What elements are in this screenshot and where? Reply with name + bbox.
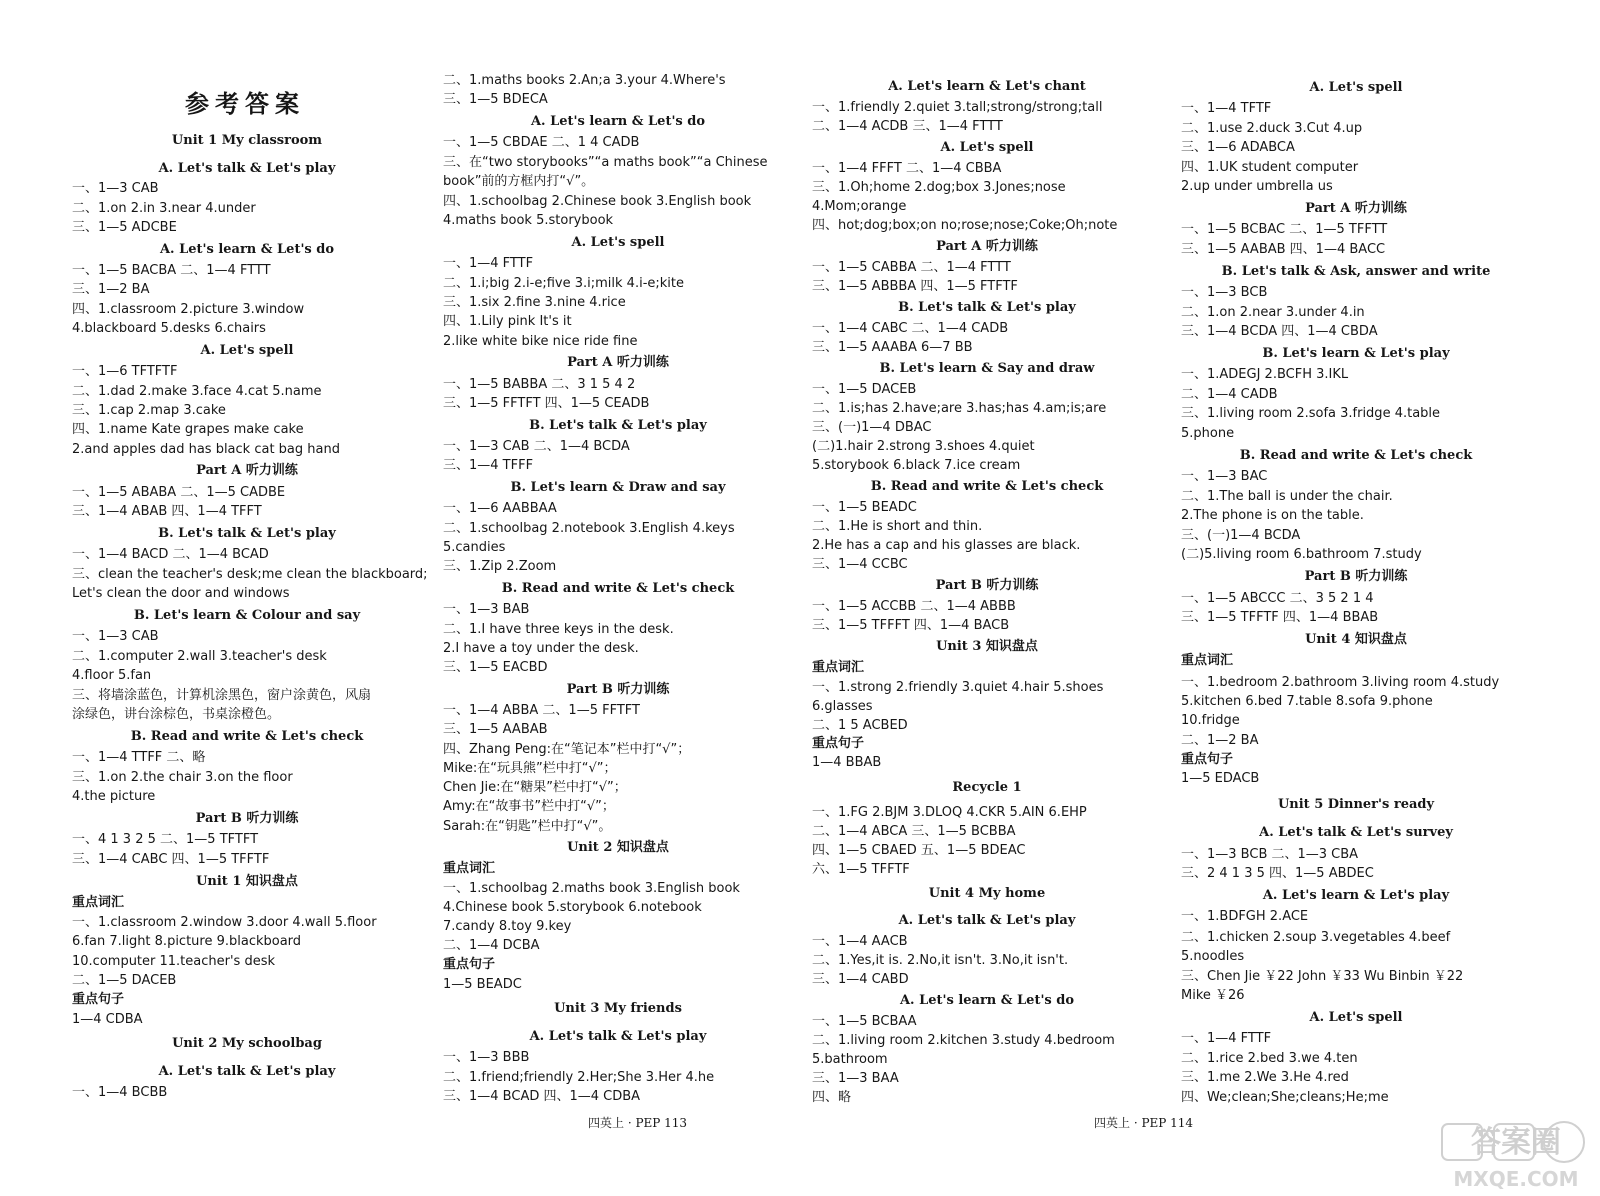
section-heading: A. Let's learn & Let's do: [899, 993, 1075, 1008]
section-heading: B. Let's talk & Let's play: [898, 300, 1076, 315]
section-heading: B. Read and write & Let's check: [130, 729, 364, 744]
answer-line: 一、1—4 CABC 二、1—4 CADB: [812, 321, 1009, 336]
answer-line: 三、2 4 1 3 5 四、1—5 ABDEC: [1181, 866, 1374, 881]
subsection-label: 重点词汇: [812, 660, 865, 675]
section-heading: B. Let's learn & Let's play: [1262, 346, 1450, 361]
section-heading: Unit 2 My schoolbag: [172, 1036, 322, 1051]
answer-line: Amy:在“故事书”栏中打“√”；: [443, 799, 615, 814]
answer-line: 1—4 CDBA: [72, 1012, 143, 1027]
section-heading: B. Read and write & Let's check: [1239, 448, 1473, 463]
section-heading: B. Let's learn & Draw and say: [510, 480, 726, 495]
answer-line: 一、1—5 BCBAC 二、1—5 TFFTT: [1181, 222, 1388, 237]
answer-line: 2.The phone is on the table.: [1181, 508, 1364, 523]
section-heading: A. Let's learn & Let's play: [1262, 888, 1450, 903]
answer-line: 三、1.six 2.fine 3.nine 4.rice: [443, 295, 626, 310]
answer-line: 二、1.I have three keys in the desk.: [443, 622, 674, 637]
answer-line: 二、1.friend;friendly 2.Her;She 3.Her 4.he: [443, 1070, 715, 1085]
answer-line: book”前的方框内打“√”。: [443, 174, 595, 189]
section-heading: A. Let's learn & Let's chant: [888, 79, 1086, 94]
answer-line: 一、1—4 TFTF: [1181, 101, 1272, 116]
section-heading: Unit 2 知识盘点: [567, 840, 669, 855]
answer-line: 1—4 BBAB: [812, 755, 882, 770]
subsection-label: 重点词汇: [443, 861, 496, 876]
watermark-logo: [1438, 1118, 1594, 1192]
answer-line: 4.blackboard 5.desks 6.chairs: [72, 321, 266, 336]
answer-line: 三、1—4 BCDA 四、1—4 CBDA: [1181, 324, 1378, 339]
answer-line: 5.phone: [1181, 426, 1235, 441]
section-heading: A. Let's learn & Let's do: [159, 242, 335, 257]
answer-line: 一、1—3 BCB 二、1—3 CBA: [1181, 847, 1359, 862]
answer-line: 三、1—2 BA: [72, 282, 150, 297]
answer-line: 一、1—5 BEADC: [812, 500, 917, 515]
answer-line: 三、1.living room 2.sofa 3.fridge 4.table: [1181, 406, 1441, 421]
answer-line: 四、hot;dog;box;on no;rose;nose;Coke;Oh;note: [812, 218, 1118, 233]
answer-line: 三、1—4 TFFF: [443, 458, 534, 473]
answer-line: 一、1—5 BCBAA: [812, 1014, 917, 1029]
answer-line: 10.fridge: [1181, 713, 1240, 728]
answer-line: 三、1—5 ABBBA 四、1—5 FTFTF: [812, 279, 1018, 294]
section-heading: B. Read and write & Let's check: [501, 581, 735, 596]
answer-line: 四、We;clean;She;cleans;He;me: [1181, 1090, 1389, 1105]
section-heading: Recycle 1: [952, 780, 1022, 795]
answer-line: 二、1.He is short and thin.: [812, 519, 983, 534]
answer-line: 2.like white bike nice ride fine: [443, 334, 638, 349]
answer-line: 6.glasses: [812, 699, 873, 714]
answer-line: 二、1.The ball is under the chair.: [1181, 489, 1393, 504]
section-heading: A. Let's talk & Let's play: [158, 161, 336, 176]
section-heading: Part B 听力训练: [566, 682, 670, 697]
answer-line: 二、1.i;big 2.i-e;five 3.i;milk 4.i-e;kite: [443, 276, 685, 291]
answer-line: 二、1.rice 2.bed 3.we 4.ten: [1181, 1051, 1358, 1066]
answer-line: 4.Mom;orange: [812, 199, 907, 214]
answer-line: 二、1.living room 2.kitchen 3.study 4.bedroom: [812, 1033, 1115, 1048]
section-heading: A. Let's talk & Let's survey: [1259, 825, 1453, 840]
answer-line: 一、1.friendly 2.quiet 3.tall;strong/strong;tall: [812, 100, 1103, 115]
answer-line: 6.fan 7.light 8.picture 9.blackboard: [72, 934, 302, 949]
answer-line: 7.candy 8.toy 9.key: [443, 919, 572, 934]
section-heading: B. Let's talk & Let's play: [158, 526, 336, 541]
answer-line: 一、1—4 TTFF 二、略: [72, 750, 206, 765]
answer-line: 二、1.Yes,it is. 2.No,it isn't. 3.No,it isn't.: [812, 953, 1069, 968]
section-heading: Part A 听力训练: [567, 355, 669, 370]
answer-line: 2.He has a cap and his glasses are black.: [812, 538, 1081, 553]
answer-line: Chen Jie:在“糖果”栏中打“√”；: [443, 780, 627, 795]
section-heading: Unit 5 Dinner's ready: [1277, 797, 1435, 812]
answer-line: 二、1—5 DACEB: [72, 973, 177, 988]
page-footer: 四英上 · PEP 114: [1094, 1116, 1194, 1130]
answer-line: 二、1.on 2.in 3.near 4.under: [72, 201, 256, 216]
watermark-text: 答案圈: [1471, 1125, 1561, 1160]
answer-line: 三、1—4 CCBC: [812, 557, 908, 572]
answer-line: 一、1—5 DACEB: [812, 382, 917, 397]
answer-line: 4.maths book 5.storybook: [443, 213, 614, 228]
answer-line: 三、1—5 TFFFT 四、1—4 BACB: [812, 618, 1010, 633]
answer-line: 一、1—3 BAC: [1181, 469, 1268, 484]
answer-line: 二、1.computer 2.wall 3.teacher's desk: [72, 649, 327, 664]
answer-line: 三、1—5 AABAB 四、1—4 BACC: [1181, 242, 1386, 257]
answer-line: 一、1.strong 2.friendly 3.quiet 4.hair 5.shoes: [812, 680, 1104, 695]
answer-line: 4.Chinese book 5.storybook 6.notebook: [443, 900, 702, 915]
answer-line: 三、1—4 CABC 四、1—5 TFFTF: [72, 852, 270, 867]
subsection-label: 重点词汇: [72, 895, 125, 910]
answer-line: 二、1.use 2.duck 3.Cut 4.up: [1181, 121, 1363, 136]
answer-line: 三、(一)1—4 DBAC: [812, 420, 932, 435]
section-heading: A. Let's spell: [1309, 1010, 1403, 1025]
answer-line: 四、1—5 CBAED 五、1—5 BDEAC: [812, 843, 1026, 858]
answer-line: 4.floor 5.fan: [72, 668, 152, 683]
answer-line: 一、1—5 ABCCC 二、3 5 2 1 4: [1181, 591, 1374, 606]
section-heading: A. Let's learn & Let's do: [530, 114, 706, 129]
answer-line: 4.the picture: [72, 789, 156, 804]
answer-line: 涂绿色，讲台涂棕色，书桌涂橙色。: [72, 707, 281, 722]
answer-line: 二、1.dad 2.make 3.face 4.cat 5.name: [72, 384, 322, 399]
answer-line: 一、1.schoolbag 2.maths book 3.English book: [443, 881, 740, 896]
answer-line: 四、略: [812, 1090, 852, 1105]
answer-line: 一、1—6 TFTFTF: [72, 364, 178, 379]
section-heading: A. Let's spell: [200, 343, 294, 358]
answer-line: 四、1.name Kate grapes make cake: [72, 422, 304, 437]
answer-line: 5.noodles: [1181, 949, 1245, 964]
answer-line: 四、Zhang Peng:在“笔记本”栏中打“√”；: [443, 742, 691, 757]
subsection-label: 重点词汇: [1181, 653, 1234, 668]
answer-line: 三、1.me 2.We 3.He 4.red: [1181, 1070, 1349, 1085]
answer-line: 一、1—5 CABBA 二、1—4 FTTT: [812, 260, 1011, 275]
section-heading: Unit 3 My friends: [554, 1001, 682, 1016]
answer-line: Sarah:在“钥匙”栏中打“√”。: [443, 819, 612, 834]
section-heading: B. Let's talk & Ask, answer and write: [1221, 264, 1491, 279]
answer-line: 5.candies: [443, 540, 506, 555]
answer-line: 二、1.chicken 2.soup 3.vegetables 4.beef: [1181, 930, 1451, 945]
section-heading: Unit 3 知识盘点: [936, 639, 1038, 654]
answer-line: 一、1—4 FTTF: [443, 256, 534, 271]
answer-line: 二、1.is;has 2.have;are 3.has;has 4.am;is;are: [812, 401, 1107, 416]
answer-line: 三、1—4 BCAD 四、1—4 CDBA: [443, 1089, 641, 1104]
section-heading: A. Let's spell: [571, 235, 665, 250]
answer-line: 三、1—6 ADABCA: [1181, 140, 1295, 155]
answer-line: 四、1.Lily pink It's it: [443, 314, 572, 329]
section-heading: Part B 听力训练: [1304, 569, 1408, 584]
answer-line: 5.kitchen 6.bed 7.table 8.sofa 9.phone: [1181, 694, 1433, 709]
section-heading: B. Let's talk & Let's play: [529, 418, 707, 433]
section-heading: Unit 4 My home: [928, 886, 1046, 901]
section-heading: B. Let's learn & Say and draw: [879, 361, 1095, 376]
answer-line: 一、1—5 BABBA 二、3 1 5 4 2: [443, 377, 636, 392]
section-heading: Part A 听力训练: [196, 463, 298, 478]
answer-line: 六、1—5 TFFTF: [812, 862, 910, 877]
answer-line: 一、1—4 FFFT 二、1—4 CBBA: [812, 161, 1002, 176]
answer-line: 三、1.cap 2.map 3.cake: [72, 403, 226, 418]
section-heading: Part A 听力训练: [936, 239, 1038, 254]
answer-line: 5.bathroom: [812, 1052, 888, 1067]
answer-line: 1—5 BEADC: [443, 977, 522, 992]
answer-line: 三、1—5 FFTFT 四、1—5 CEADB: [443, 396, 650, 411]
answer-line: 一、1—4 BCBB: [72, 1085, 168, 1100]
subsection-label: 重点句子: [443, 957, 496, 972]
section-heading: A. Let's talk & Let's play: [158, 1064, 336, 1079]
answer-line: 一、1—5 BACBA 二、1—4 FTTT: [72, 263, 271, 278]
answer-line: 二、1—4 ACDB 三、1—4 FTTT: [812, 119, 1003, 134]
answer-line: 一、1—4 BACD 二、1—4 BCAD: [72, 547, 269, 562]
answer-line: 四、1.UK student computer: [1181, 160, 1359, 175]
answer-line: 一、1—5 ABABA 二、1—5 CADBE: [72, 485, 286, 500]
answer-line: 二、1.on 2.near 3.under 4.in: [1181, 305, 1365, 320]
answer-line: 三、1—5 ADCBE: [72, 220, 177, 235]
answer-line: 二、1—2 BA: [1181, 733, 1259, 748]
answer-line: 二、1.maths books 2.An;a 3.your 4.Where's: [443, 73, 726, 88]
answer-line: 一、1.BDFGH 2.ACE: [1181, 909, 1309, 924]
answer-line: 一、1—4 FTTF: [1181, 1031, 1272, 1046]
subsection-label: 重点句子: [1181, 752, 1234, 767]
subsection-label: 重点句子: [812, 736, 865, 751]
answer-line: 三、1—5 EACBD: [443, 660, 548, 675]
answer-line: 二、1 5 ACBED: [812, 718, 908, 733]
answer-line: 一、1—5 ACCBB 二、1—4 ABBB: [812, 599, 1016, 614]
section-heading: B. Let's learn & Colour and say: [133, 608, 361, 623]
answer-line: 10.computer 11.teacher's desk: [72, 954, 275, 969]
answer-line: 一、1.FG 2.BJM 3.DLOQ 4.CKR 5.AIN 6.EHP: [812, 805, 1087, 820]
answer-line: 三、1—4 CABD: [812, 972, 909, 987]
watermark-url: MXQE.COM: [1453, 1167, 1579, 1191]
answer-line: 一、1—3 CAB: [72, 629, 159, 644]
section-heading: A. Let's spell: [1309, 80, 1403, 95]
answer-line: 一、1—3 BAB: [443, 602, 530, 617]
section-heading: A. Let's talk & Let's play: [898, 913, 1076, 928]
answer-line: 一、1—4 ABBA 二、1—5 FFTFT: [443, 703, 640, 718]
answer-line: 四、1.schoolbag 2.Chinese book 3.English book: [443, 194, 752, 209]
section-heading: A. Let's spell: [940, 140, 1034, 155]
answer-line: 二、1—4 DCBA: [443, 938, 540, 953]
answer-line: 一、1—3 BCB: [1181, 285, 1268, 300]
answer-line: 三、1—5 AABAB: [443, 722, 548, 737]
answer-line: 一、1.bedroom 2.bathroom 3.living room 4.study: [1181, 675, 1500, 690]
answer-line: 三、Chen Jie ￥22 John ￥33 Wu Binbin ￥22: [1181, 969, 1464, 984]
answer-line: 四、1.classroom 2.picture 3.window: [72, 302, 305, 317]
answer-line: 三、1.Oh;home 2.dog;box 3.Jones;nose: [812, 180, 1066, 195]
answer-line: Mike ￥26: [1181, 988, 1245, 1003]
answer-line: 三、将墙涂蓝色，计算机涂黑色，窗户涂黄色，风扇: [72, 688, 372, 703]
answer-line: Mike:在“玩具熊”栏中打“√”；: [443, 761, 617, 776]
answer-line: Let's clean the door and windows: [72, 586, 290, 601]
answer-line: 5.storybook 6.black 7.ice cream: [812, 458, 1021, 473]
page-title: 参考答案: [185, 89, 305, 118]
answer-line: 三、1—3 BAA: [812, 1071, 899, 1086]
answer-line: (二)1.hair 2.strong 3.shoes 4.quiet: [812, 439, 1035, 454]
answer-line: 二、1.schoolbag 2.notebook 3.English 4.keys: [443, 521, 735, 536]
answer-line: 三、在“two storybooks”“a maths book”“a Chinese: [443, 155, 768, 170]
section-heading: Part B 听力训练: [935, 578, 1039, 593]
answer-line: 三、1—5 TFFTF 四、1—4 BBAB: [1181, 610, 1379, 625]
answer-line: 一、1—3 CAB: [72, 181, 159, 196]
section-heading: B. Read and write & Let's check: [870, 479, 1104, 494]
page-footer: 四英上 · PEP 113: [588, 1116, 688, 1130]
answer-line: 二、1—4 ABCA 三、1—5 BCBBA: [812, 824, 1016, 839]
answer-line: 三、clean the teacher's desk;me clean the blackboard;: [72, 567, 428, 582]
section-heading: Part B 听力训练: [195, 811, 299, 826]
answer-line: 一、1—5 CBDAE 二、1 4 CADB: [443, 135, 640, 150]
answer-line: 三、1.Zip 2.Zoom: [443, 559, 557, 574]
section-heading: Unit 1 知识盘点: [196, 874, 298, 889]
answer-line: 2.and apples dad has black cat bag hand: [72, 442, 340, 457]
answer-line: 一、1—4 AACB: [812, 934, 908, 949]
answer-line: 一、1.classroom 2.window 3.door 4.wall 5.floor: [72, 915, 377, 930]
answer-line: 一、1.ADEGJ 2.BCFH 3.IKL: [1181, 367, 1349, 382]
section-heading: Part A 听力训练: [1305, 201, 1407, 216]
section-heading: Unit 4 知识盘点: [1305, 632, 1407, 647]
answer-line: 三、1—5 BDECA: [443, 92, 548, 107]
section-heading: A. Let's talk & Let's play: [529, 1029, 707, 1044]
answer-line: 三、(一)1—4 BCDA: [1181, 528, 1301, 543]
answer-line: 2.up under umbrella us: [1181, 179, 1333, 194]
answer-line: 三、1.on 2.the chair 3.on the floor: [72, 770, 293, 785]
section-heading: Unit 1 My classroom: [171, 133, 323, 148]
answer-line: 二、1—4 CADB: [1181, 387, 1278, 402]
answer-line: 三、1—5 AAABA 6—7 BB: [812, 340, 973, 355]
answer-line: 1—5 EDACB: [1181, 771, 1260, 786]
answer-line: 三、1—4 ABAB 四、1—4 TFFT: [72, 504, 262, 519]
answer-line: 2.I have a toy under the desk.: [443, 641, 639, 656]
subsection-label: 重点句子: [72, 992, 125, 1007]
answer-line: 一、4 1 3 2 5 二、1—5 TFTFT: [72, 832, 259, 847]
answer-line: (二)5.living room 6.bathroom 7.study: [1181, 547, 1422, 562]
answer-line: 一、1—6 AABBAA: [443, 501, 557, 516]
answer-line: 一、1—3 CAB 二、1—4 BCDA: [443, 439, 630, 454]
answer-line: 一、1—3 BBB: [443, 1050, 530, 1065]
